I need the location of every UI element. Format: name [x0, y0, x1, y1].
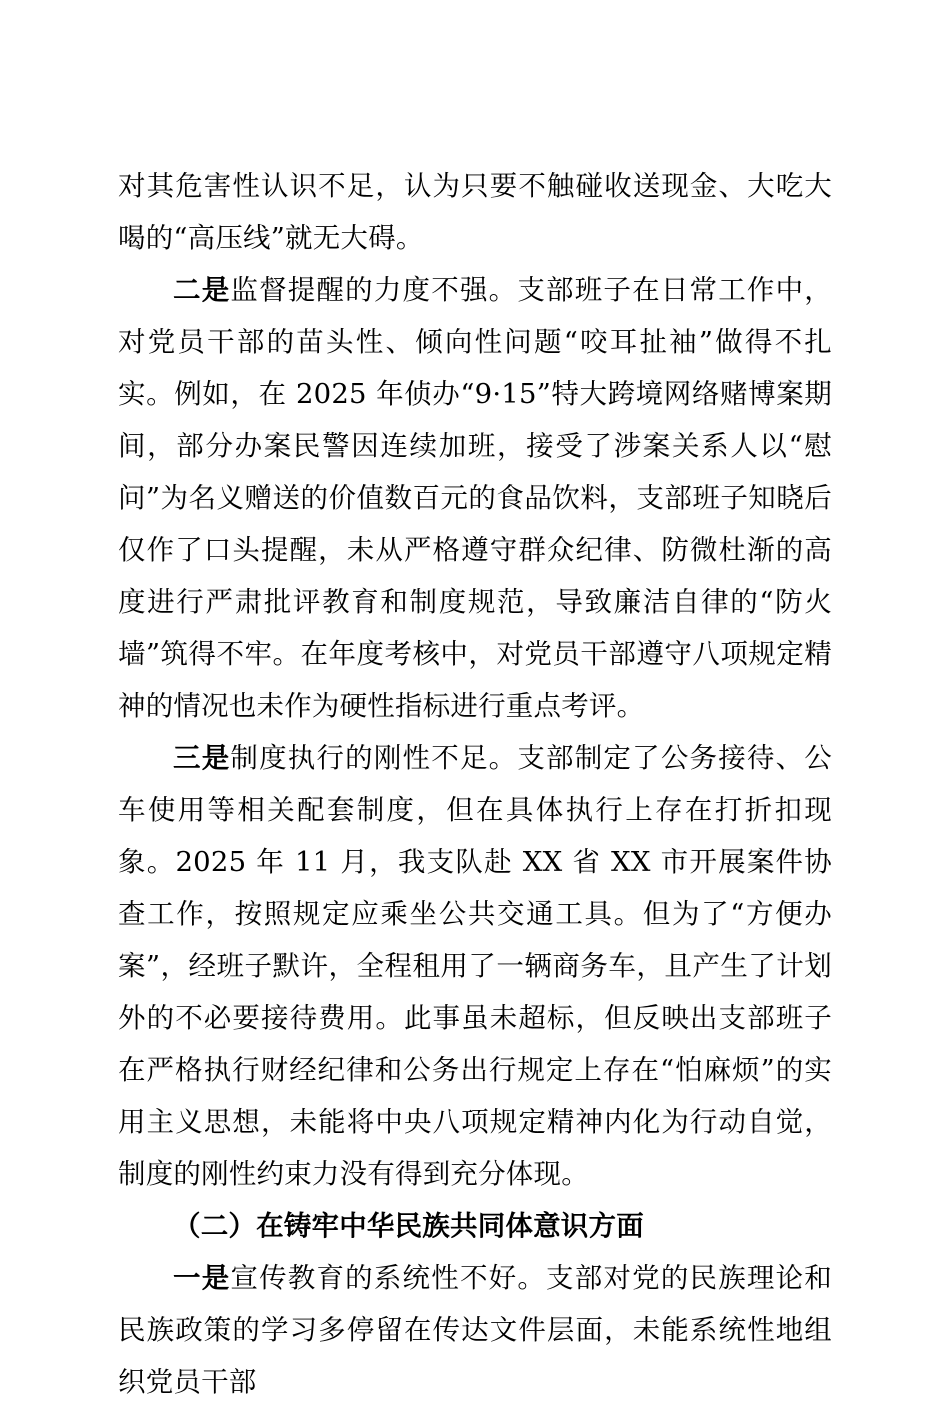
section-heading-2	[118, 1200, 832, 1252]
paragraph-5-text: 宣传教育的系统性不好。支部对党的民族理论和民族政策的学习多停留在传达文件层面，未能系统性地组织党员干部	[118, 1262, 832, 1398]
paragraph-1-text: 对其危害性认识不足，认为只要不触碰收送现金、大吃大喝的“高压线”就无大碍。	[118, 170, 832, 254]
paragraph-5-lead: 一是	[173, 1262, 231, 1294]
document-body	[118, 160, 832, 1408]
paragraph-3-lead: 三是	[173, 742, 231, 774]
section-heading-2-text: （二）在铸牢中华民族共同体意识方面	[173, 1210, 644, 1242]
paragraph-3-text: 制度执行的刚性不足。支部制定了公务接待、公车使用等相关配套制度，但在具体执行上存在打折扣现象。2025 年 11 月，我支队赴 XX 省 XX 市开展案件协查工作，按照规定应乘坐公共交通工具。但为了“方便办案”，经班子默许，全程租用了一辆商务车，且产生了计划外的不必要接待费用。此事虽未超标，但反映出支部班子在严格执行财经纪律和公务出行规定上存在“怕麻烦”的实用主义思想，未能将中央八项规定精神内化为行动自觉，制度的刚性约束力没有得到充分体现。	[118, 742, 832, 1190]
paragraph-1	[118, 160, 832, 264]
paragraph-2-text: 监督提醒的力度不强。支部班子在日常工作中，对党员干部的苗头性、倾向性问题“咬耳扯袖”做得不扎实。例如，在 2025 年侦办“9·15”特大跨境网络赌博案期间，部分办案民警因连续加班，接受了涉案关系人以“慰问”为名义赠送的价值数百元的食品饮料，支部班子知晓后仅作了口头提醒，未从严格遵守群众纪律、防微杜渐的高度进行严肃批评教育和制度规范，导致廉洁自律的“防火墙”筑得不牢。在年度考核中，对党员干部遵守八项规定精神的情况也未作为硬性指标进行重点考评。	[118, 274, 832, 722]
paragraph-5	[118, 1252, 832, 1408]
paragraph-2	[118, 264, 832, 732]
paragraph-3	[118, 732, 832, 1200]
paragraph-2-lead: 二是	[173, 274, 231, 306]
